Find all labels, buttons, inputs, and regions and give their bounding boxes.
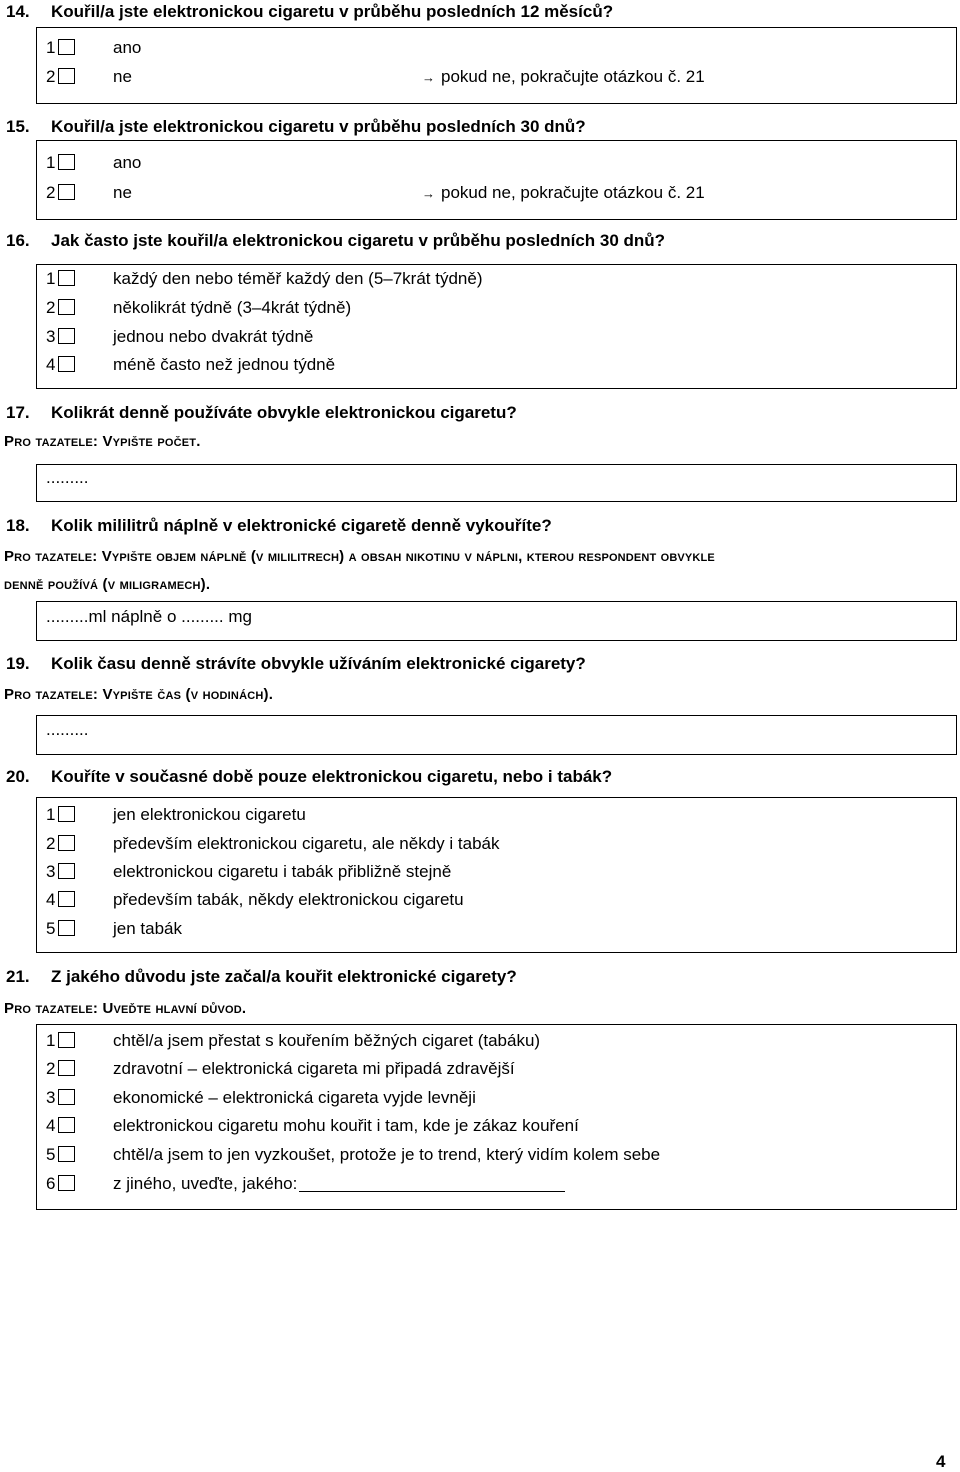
other-reason-input[interactable] bbox=[299, 1175, 565, 1192]
q21-option-3[interactable]: 3 ekonomické – elektronická cigareta vyjde levněji bbox=[46, 1088, 476, 1107]
q20-option-2[interactable]: 2 především elektronickou cigaretu, ale někdy i tabák bbox=[46, 834, 500, 853]
checkbox[interactable] bbox=[58, 68, 75, 84]
q16-option-3[interactable]: 3 jednou nebo dvakrát týdně bbox=[46, 327, 314, 346]
answer-box-q14 bbox=[36, 27, 957, 104]
checkbox[interactable] bbox=[58, 184, 75, 200]
checkbox[interactable] bbox=[58, 154, 75, 170]
question-16-title: 16. Jak často jste kouřil/a elektronickou cigaretu v průběhu posledních 30 dnů? bbox=[6, 231, 666, 250]
interviewer-instruction-q18-line2: denně používá (v miligramech). bbox=[4, 576, 211, 593]
q16-option-2[interactable]: 2 několikrát týdně (3–4krát týdně) bbox=[46, 298, 352, 317]
arrow-right-icon: → bbox=[422, 70, 435, 85]
checkbox[interactable] bbox=[58, 891, 75, 907]
checkbox[interactable] bbox=[58, 835, 75, 851]
skip-hint: → pokud ne, pokračujte otázkou č. 21 bbox=[422, 183, 705, 202]
checkbox[interactable] bbox=[58, 39, 75, 55]
checkbox[interactable] bbox=[58, 1175, 75, 1191]
q14-option-1[interactable]: 1 ano bbox=[46, 38, 142, 57]
q20-option-1[interactable]: 1 jen elektronickou cigaretu bbox=[46, 805, 306, 824]
page-number: 4 bbox=[936, 1452, 946, 1471]
q21-option-6[interactable]: 6 z jiného, uveďte, jakého: bbox=[46, 1174, 75, 1194]
q21-option-1[interactable]: 1 chtěl/a jsem přestat s kouřením běžných cigaret (tabáku) bbox=[46, 1031, 541, 1050]
question-17-title: 17. Kolikrát denně používáte obvykle elektronickou cigaretu? bbox=[6, 403, 517, 422]
checkbox[interactable] bbox=[58, 356, 75, 372]
checkbox[interactable] bbox=[58, 1089, 75, 1105]
checkbox[interactable] bbox=[58, 328, 75, 344]
checkbox[interactable] bbox=[58, 1060, 75, 1076]
interviewer-instruction-q19: Pro tazatele: Vypište čas (v hodinách). bbox=[4, 686, 274, 703]
checkbox[interactable] bbox=[58, 270, 75, 286]
checkbox[interactable] bbox=[58, 806, 75, 822]
question-21-title: 21. Z jakého důvodu jste začal/a kouřit elektronické cigarety? bbox=[6, 967, 517, 986]
q20-option-5[interactable]: 5 jen tabák bbox=[46, 919, 182, 938]
q20-option-4[interactable]: 4 především tabák, někdy elektronickou cigaretu bbox=[46, 890, 464, 909]
question-19-title: 19. Kolik času denně strávíte obvykle užíváním elektronické cigarety? bbox=[6, 654, 586, 673]
checkbox[interactable] bbox=[58, 1117, 75, 1133]
question-14-title: 14. Kouřil/a jste elektronickou cigaretu v průběhu posledních 12 měsíců? bbox=[6, 2, 614, 21]
q20-option-3[interactable]: 3 elektronickou cigaretu i tabák přibližně stejně bbox=[46, 862, 452, 881]
answer-box-q17 bbox=[36, 464, 957, 502]
interviewer-instruction-q21: Pro tazatele: Uveďte hlavní důvod. bbox=[4, 1000, 247, 1017]
q21-option-2[interactable]: 2 zdravotní – elektronická cigareta mi připadá zdravější bbox=[46, 1059, 515, 1078]
interviewer-instruction-q17: Pro tazatele: Vypište počet. bbox=[4, 433, 201, 450]
skip-hint: → pokud ne, pokračujte otázkou č. 21 bbox=[422, 67, 705, 86]
answer-box-q19 bbox=[36, 715, 957, 755]
q19-answer-field[interactable]: ......... bbox=[46, 720, 89, 739]
checkbox[interactable] bbox=[58, 920, 75, 936]
interviewer-instruction-q18-line1: Pro tazatele: Vypište objem náplně (v mililitrech) a obsah nikotinu v náplni, kterou respondent obvykle bbox=[4, 548, 715, 565]
question-20-title: 20. Kouříte v současné době pouze elektronickou cigaretu, nebo i tabák? bbox=[6, 767, 613, 786]
q21-option-5[interactable]: 5 chtěl/a jsem to jen vyzkoušet, protože je to trend, který vidím kolem sebe bbox=[46, 1145, 661, 1164]
q16-option-4[interactable]: 4 méně často než jednou týdně bbox=[46, 355, 336, 374]
answer-box-q15 bbox=[36, 140, 957, 220]
q15-option-1[interactable]: 1 ano bbox=[46, 153, 142, 172]
question-15-title: 15. Kouřil/a jste elektronickou cigaretu v průběhu posledních 30 dnů? bbox=[6, 117, 586, 136]
arrow-right-icon: → bbox=[422, 186, 435, 201]
checkbox[interactable] bbox=[58, 1032, 75, 1048]
q17-answer-field[interactable]: ......... bbox=[46, 468, 89, 487]
q16-option-1[interactable]: 1 každý den nebo téměř každý den (5–7krát týdně) bbox=[46, 269, 483, 288]
checkbox[interactable] bbox=[58, 299, 75, 315]
checkbox[interactable] bbox=[58, 863, 75, 879]
q18-answer-field[interactable]: .........ml náplně o ......... mg bbox=[46, 607, 252, 626]
q21-option-4[interactable]: 4 elektronickou cigaretu mohu kouřit i tam, kde je zákaz kouření bbox=[46, 1116, 579, 1135]
q14-option-2[interactable]: 2 ne → pokud ne, pokračujte otázkou č. 21 bbox=[46, 67, 705, 86]
checkbox[interactable] bbox=[58, 1146, 75, 1162]
question-18-title: 18. Kolik mililitrů náplně v elektronické cigaretě denně vykouříte? bbox=[6, 516, 552, 535]
q15-option-2[interactable]: 2 ne → pokud ne, pokračujte otázkou č. 21 bbox=[46, 183, 705, 202]
